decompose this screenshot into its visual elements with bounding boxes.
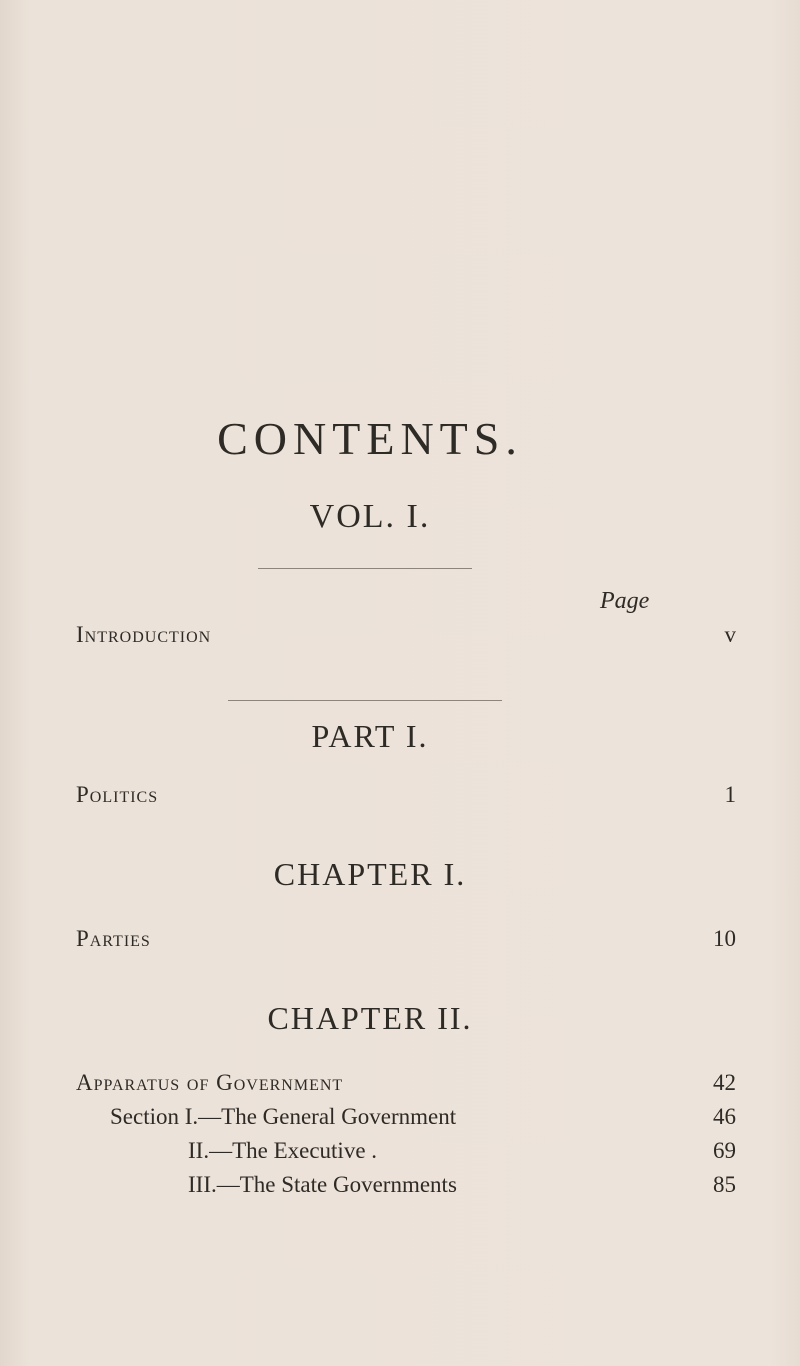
chapter-heading: CHAPTER I.: [273, 856, 467, 892]
divider-rule: [228, 700, 502, 701]
toc-row-section: [76, 1134, 776, 1168]
toc-entry-label: Politics: [76, 782, 159, 807]
contents-title: CONTENTS.: [217, 413, 523, 464]
divider-rule: [258, 568, 472, 569]
toc-page-number: 10: [713, 926, 736, 951]
toc-entry-label: II.—The Executive .: [188, 1138, 378, 1163]
toc-page-number: 69: [713, 1138, 736, 1163]
toc-row-parties: [76, 922, 776, 956]
toc-page-number: 85: [713, 1172, 736, 1197]
toc-entry-label: Apparatus of Government: [76, 1070, 344, 1095]
volume-heading: VOL. I.: [309, 498, 431, 535]
toc-entry-label: Section I.—The General Government: [110, 1104, 457, 1129]
toc-row-politics: [76, 778, 776, 812]
chapter-heading: CHAPTER II.: [267, 1000, 473, 1036]
toc-entry-label: Introduction: [76, 622, 212, 647]
toc-row-apparatus: [76, 1066, 776, 1100]
toc-page-number: 42: [713, 1070, 736, 1095]
toc-entry-label: Parties: [76, 926, 151, 951]
part-heading: PART I.: [311, 718, 429, 754]
toc-entry-label: III.—The State Governments: [188, 1172, 457, 1197]
toc-row-section: [76, 1100, 776, 1134]
toc-page-number: v: [724, 622, 736, 647]
page-column-label: Page: [600, 588, 650, 614]
toc-page-number: 46: [713, 1104, 736, 1129]
toc-page-number: 1: [724, 782, 736, 807]
toc-row-introduction: [76, 618, 776, 652]
toc-row-section: [76, 1168, 776, 1202]
